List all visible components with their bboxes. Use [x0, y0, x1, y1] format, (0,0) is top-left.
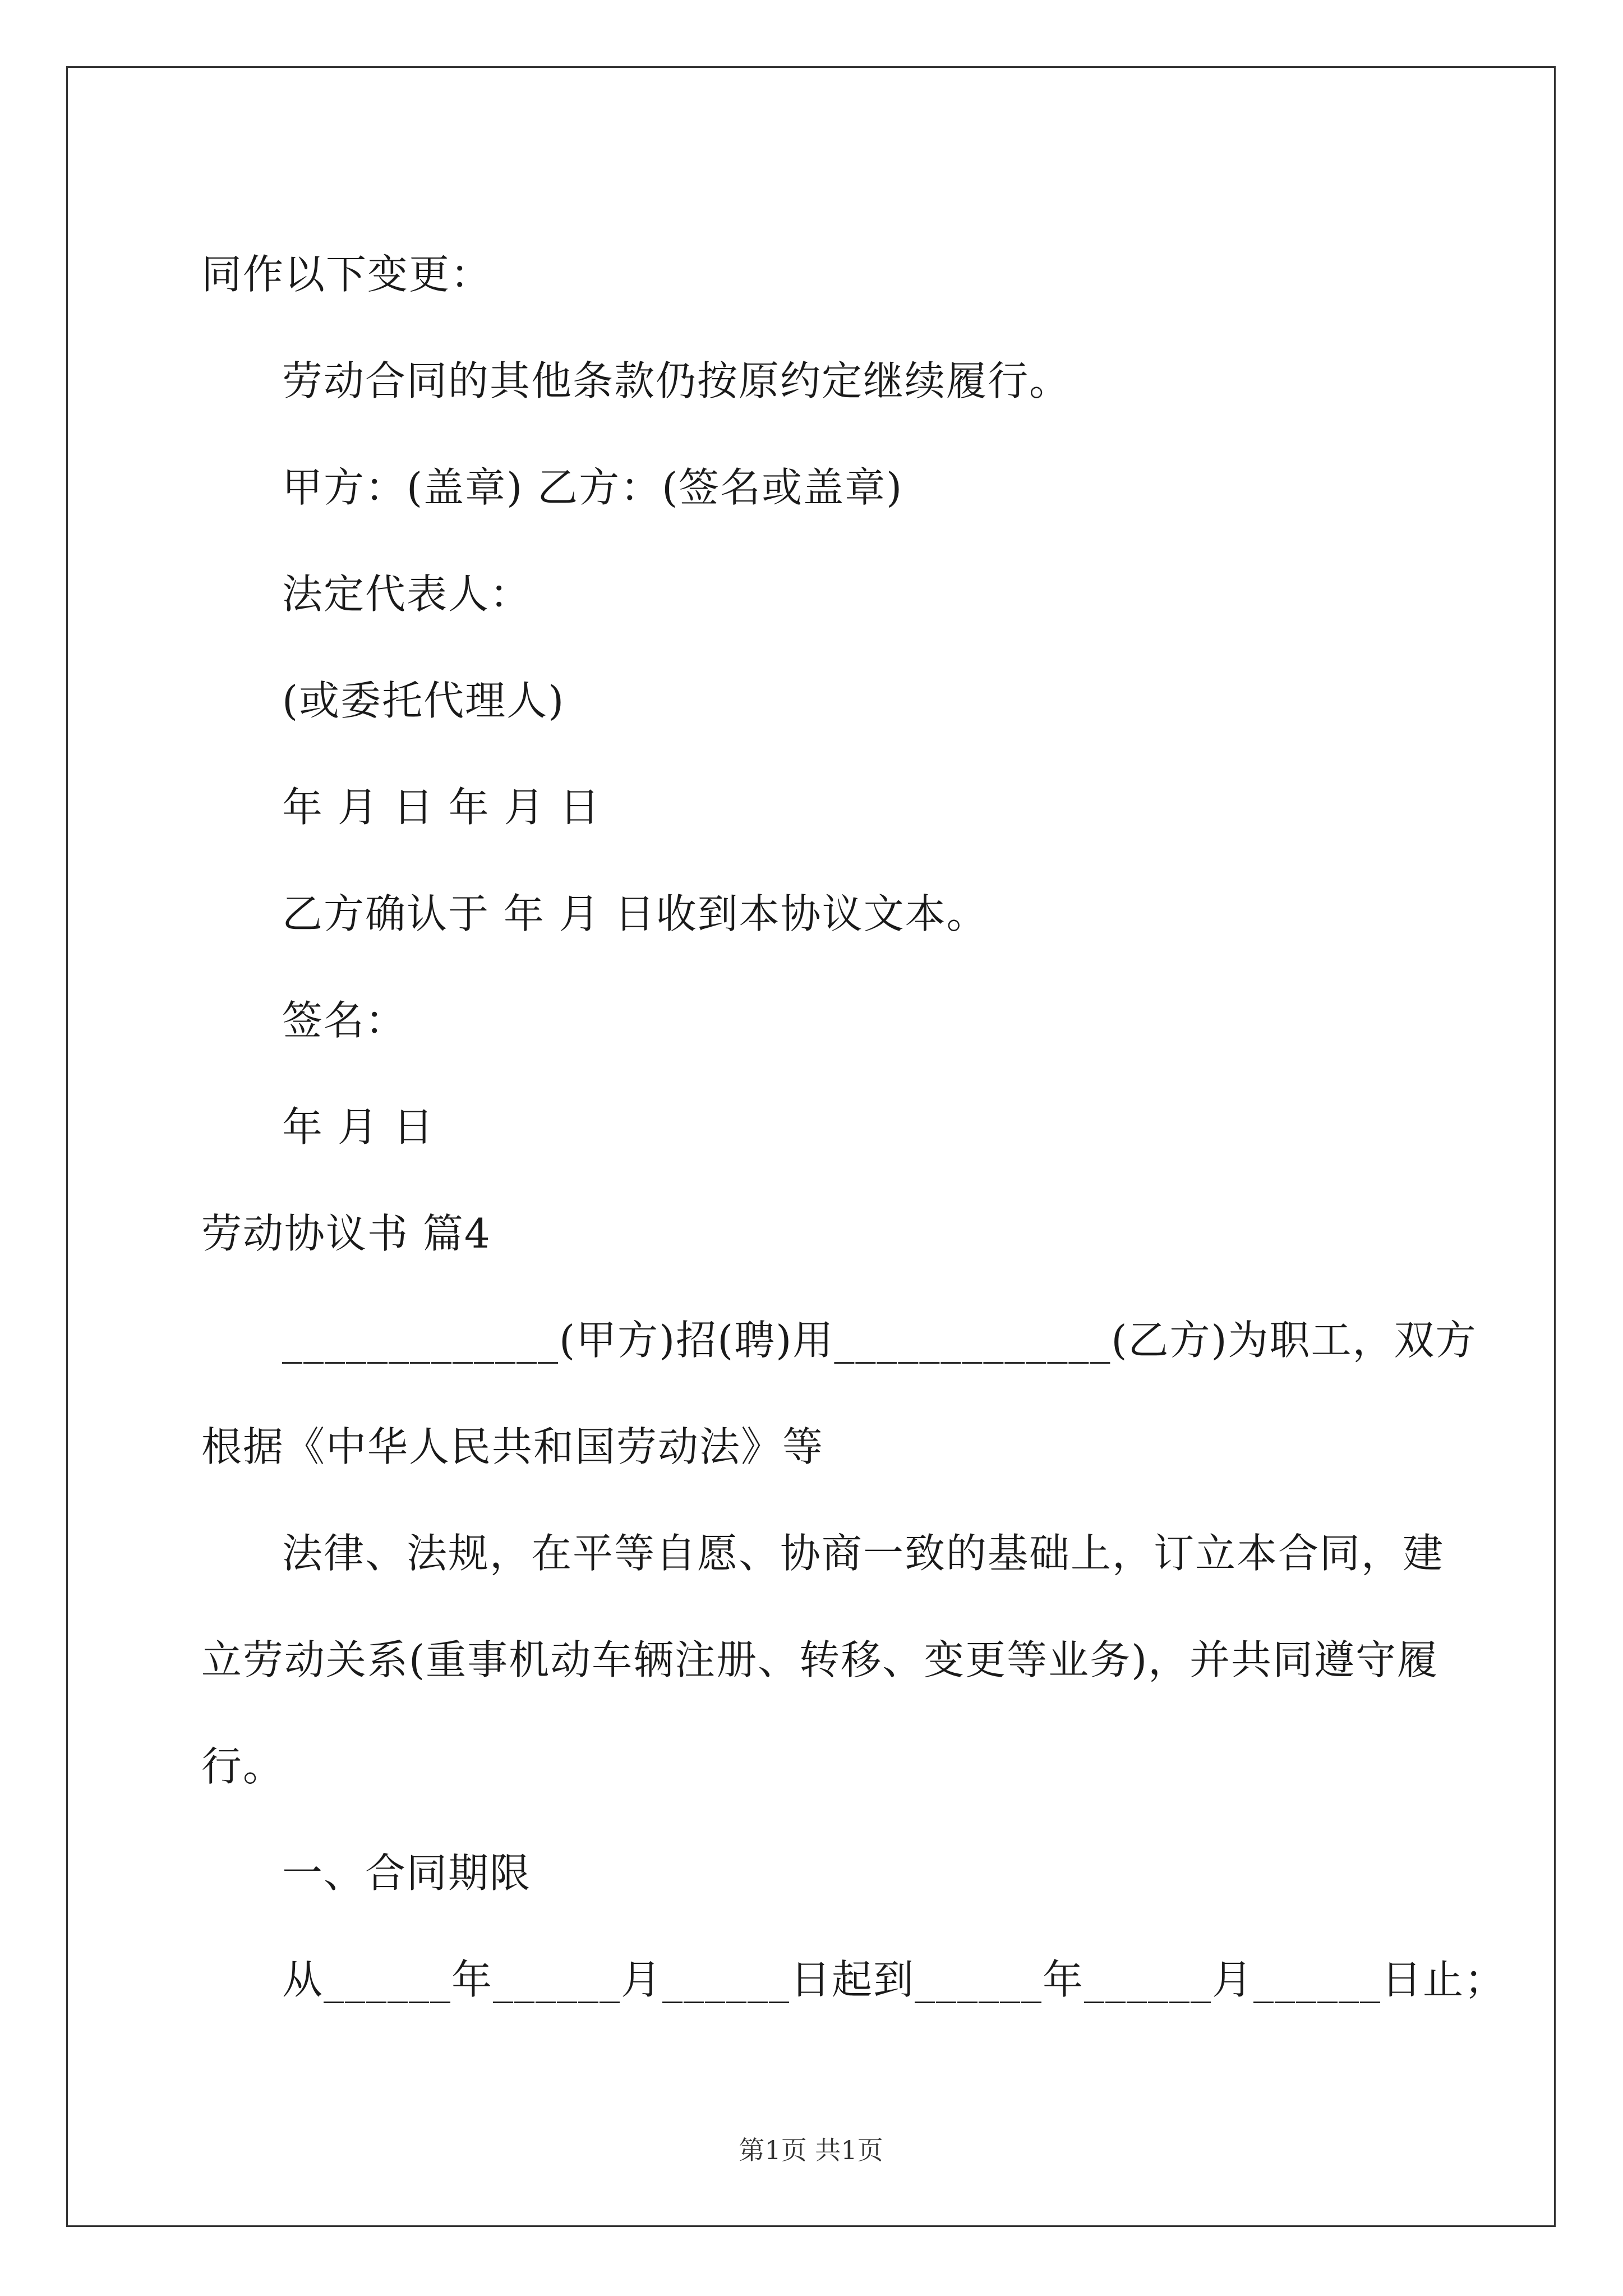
text-line: 签名：	[282, 997, 407, 1044]
text-line: 劳动合同的其他条款仍按原约定继续履行。	[282, 357, 1071, 404]
text-line: 甲方：(盖章) 乙方：(签名或盖章)	[282, 464, 903, 511]
text-line: 根据《中华人民共和国劳动法》等	[201, 1423, 824, 1470]
text-line: (或委托代理人)	[282, 677, 565, 724]
text-line: 乙方确认于 年 月 日收到本协议文本。	[282, 890, 988, 937]
text-line: 年 月 日	[282, 1103, 435, 1151]
text-line: 行。	[201, 1743, 285, 1790]
text-line: 法律、法规，在平等自愿、协商一致的基础上，订立本合同，建	[282, 1530, 1445, 1577]
text-line: 从______年______月______日起到______年______月______日止；	[282, 1956, 1506, 2003]
page-footer: 第1页 共1页	[739, 2135, 883, 2165]
text-line: _____________(甲方)招(聘)用_____________(乙方)为职工，双方	[282, 1317, 1477, 1364]
text-line: 同作以下变更：	[201, 251, 492, 298]
section-heading: 劳动协议书 篇4	[201, 1210, 491, 1257]
document-body	[68, 68, 1554, 2225]
page-frame	[66, 66, 1556, 2227]
text-line: 立劳动关系(重事机动车辆注册、转移、变更等业务)，并共同遵守履	[201, 1636, 1439, 1683]
text-line: 一、合同期限	[282, 1849, 532, 1897]
text-line: 年 月 日 年 月 日	[282, 784, 601, 831]
text-line: 法定代表人：	[282, 570, 532, 618]
